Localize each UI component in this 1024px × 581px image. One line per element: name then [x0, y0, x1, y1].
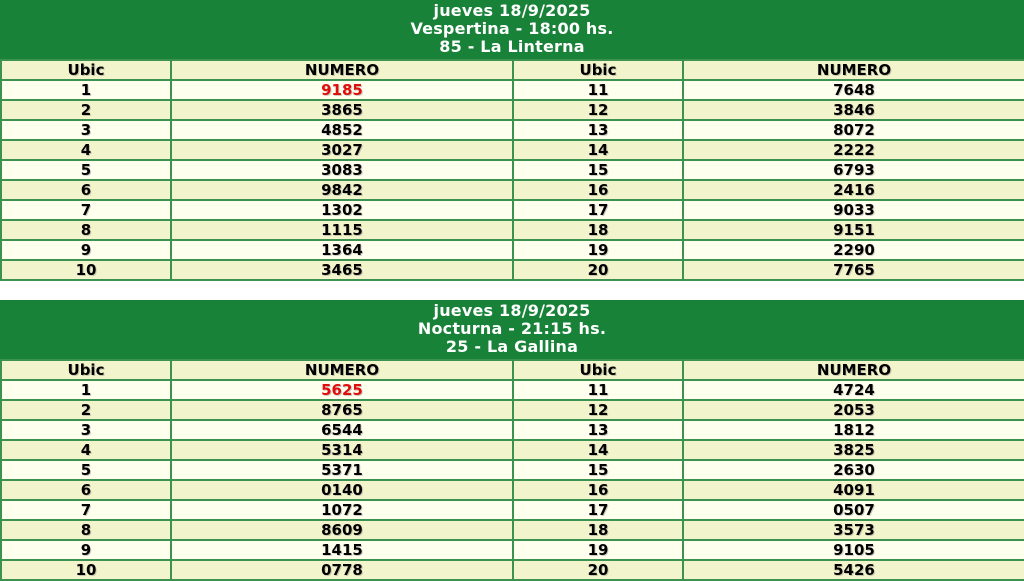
table-row: [1, 180, 1024, 200]
ubic-cell: 12: [513, 400, 683, 420]
numero-cell: 0140: [171, 480, 513, 500]
column-header-ubic: Ubic: [513, 360, 683, 380]
ubic-cell: 13: [513, 120, 683, 140]
results-table: [0, 59, 1024, 281]
winning-number: 9185: [171, 80, 513, 100]
numero-cell: 4091: [683, 480, 1024, 500]
table-row: [1, 200, 1024, 220]
column-header-ubic: Ubic: [513, 60, 683, 80]
column-header-numero: NUMERO: [683, 60, 1024, 80]
ubic-cell: 3: [1, 120, 171, 140]
winning-number: 5625: [171, 380, 513, 400]
numero-cell: 1812: [683, 420, 1024, 440]
ubic-cell: 16: [513, 180, 683, 200]
numero-cell: 9842: [171, 180, 513, 200]
ubic-cell: 1: [1, 380, 171, 400]
ubic-cell: 2: [1, 400, 171, 420]
numero-cell: 6544: [171, 420, 513, 440]
ubic-cell: 2: [1, 100, 171, 120]
ubic-cell: 12: [513, 100, 683, 120]
table-row: [1, 120, 1024, 140]
numero-cell: 9033: [683, 200, 1024, 220]
table-row: [1, 560, 1024, 580]
numero-cell: 4852: [171, 120, 513, 140]
ubic-cell: 18: [513, 520, 683, 540]
table-row: [1, 160, 1024, 180]
ubic-cell: 1: [1, 80, 171, 100]
ubic-cell: 20: [513, 260, 683, 280]
table-row: [1, 400, 1024, 420]
ubic-cell: 19: [513, 240, 683, 260]
table-row: [1, 440, 1024, 460]
draw-block-nocturna: [0, 300, 1024, 581]
ubic-cell: 5: [1, 460, 171, 480]
column-header-ubic: Ubic: [1, 60, 171, 80]
numero-cell: 3573: [683, 520, 1024, 540]
ubic-cell: 8: [1, 220, 171, 240]
column-header-numero: NUMERO: [683, 360, 1024, 380]
ubic-cell: 16: [513, 480, 683, 500]
results-table: [0, 359, 1024, 581]
table-row: [1, 540, 1024, 560]
numero-cell: 3846: [683, 100, 1024, 120]
numero-cell: 8609: [171, 520, 513, 540]
numero-cell: 2222: [683, 140, 1024, 160]
ubic-cell: 4: [1, 140, 171, 160]
ubic-cell: 6: [1, 480, 171, 500]
ubic-cell: 19: [513, 540, 683, 560]
draw-name-time: Nocturna - 21:15 hs.: [417, 319, 607, 338]
draw-header: [0, 300, 1024, 359]
ubic-cell: 10: [1, 560, 171, 580]
ubic-cell: 7: [1, 500, 171, 520]
ubic-cell: 18: [513, 220, 683, 240]
numero-cell: 2290: [683, 240, 1024, 260]
numero-cell: 3865: [171, 100, 513, 120]
column-header-row: [1, 360, 1024, 380]
table-row: [1, 80, 1024, 100]
ubic-cell: 17: [513, 200, 683, 220]
draw-date: jueves 18/9/2025: [433, 1, 591, 20]
ubic-cell: 13: [513, 420, 683, 440]
numero-cell: 9151: [683, 220, 1024, 240]
numero-cell: 3465: [171, 260, 513, 280]
table-row: [1, 480, 1024, 500]
ubic-cell: 10: [1, 260, 171, 280]
ubic-cell: 17: [513, 500, 683, 520]
column-header-row: [1, 60, 1024, 80]
numero-cell: 2053: [683, 400, 1024, 420]
ubic-cell: 9: [1, 240, 171, 260]
numero-cell: 1415: [171, 540, 513, 560]
ubic-cell: 3: [1, 420, 171, 440]
draw-block-vespertina: [0, 0, 1024, 281]
table-row: [1, 420, 1024, 440]
numero-cell: 8765: [171, 400, 513, 420]
numero-cell: 3825: [683, 440, 1024, 460]
numero-cell: 1364: [171, 240, 513, 260]
draw-header: [0, 0, 1024, 59]
numero-cell: 5426: [683, 560, 1024, 580]
ubic-cell: 9: [1, 540, 171, 560]
numero-cell: 0507: [683, 500, 1024, 520]
table-row: [1, 500, 1024, 520]
table-row: [1, 220, 1024, 240]
numero-cell: 8072: [683, 120, 1024, 140]
ubic-cell: 4: [1, 440, 171, 460]
numero-cell: 3083: [171, 160, 513, 180]
numero-cell: 1302: [171, 200, 513, 220]
table-row: [1, 240, 1024, 260]
column-header-ubic: Ubic: [1, 360, 171, 380]
numero-cell: 1072: [171, 500, 513, 520]
column-header-numero: NUMERO: [171, 360, 513, 380]
numero-cell: 2630: [683, 460, 1024, 480]
table-row: [1, 520, 1024, 540]
table-row: [1, 140, 1024, 160]
numero-cell: 0778: [171, 560, 513, 580]
ubic-cell: 11: [513, 380, 683, 400]
numero-cell: 1115: [171, 220, 513, 240]
ubic-cell: 14: [513, 140, 683, 160]
ubic-cell: 15: [513, 460, 683, 480]
ubic-cell: 5: [1, 160, 171, 180]
numero-cell: 5371: [171, 460, 513, 480]
ubic-cell: 7: [1, 200, 171, 220]
numero-cell: 7648: [683, 80, 1024, 100]
numero-cell: 2416: [683, 180, 1024, 200]
numero-cell: 3027: [171, 140, 513, 160]
draw-prize: 25 - La Gallina: [445, 337, 579, 356]
ubic-cell: 20: [513, 560, 683, 580]
table-row: [1, 100, 1024, 120]
numero-cell: 4724: [683, 380, 1024, 400]
numero-cell: 7765: [683, 260, 1024, 280]
ubic-cell: 8: [1, 520, 171, 540]
ubic-cell: 6: [1, 180, 171, 200]
ubic-cell: 11: [513, 80, 683, 100]
draw-prize: 85 - La Linterna: [439, 37, 585, 56]
table-row: [1, 380, 1024, 400]
table-row: [1, 460, 1024, 480]
column-header-numero: NUMERO: [171, 60, 513, 80]
ubic-cell: 15: [513, 160, 683, 180]
numero-cell: 5314: [171, 440, 513, 460]
numero-cell: 9105: [683, 540, 1024, 560]
ubic-cell: 14: [513, 440, 683, 460]
draw-name-time: Vespertina - 18:00 hs.: [410, 19, 614, 38]
draw-date: jueves 18/9/2025: [433, 301, 591, 320]
table-row: [1, 260, 1024, 280]
numero-cell: 6793: [683, 160, 1024, 180]
